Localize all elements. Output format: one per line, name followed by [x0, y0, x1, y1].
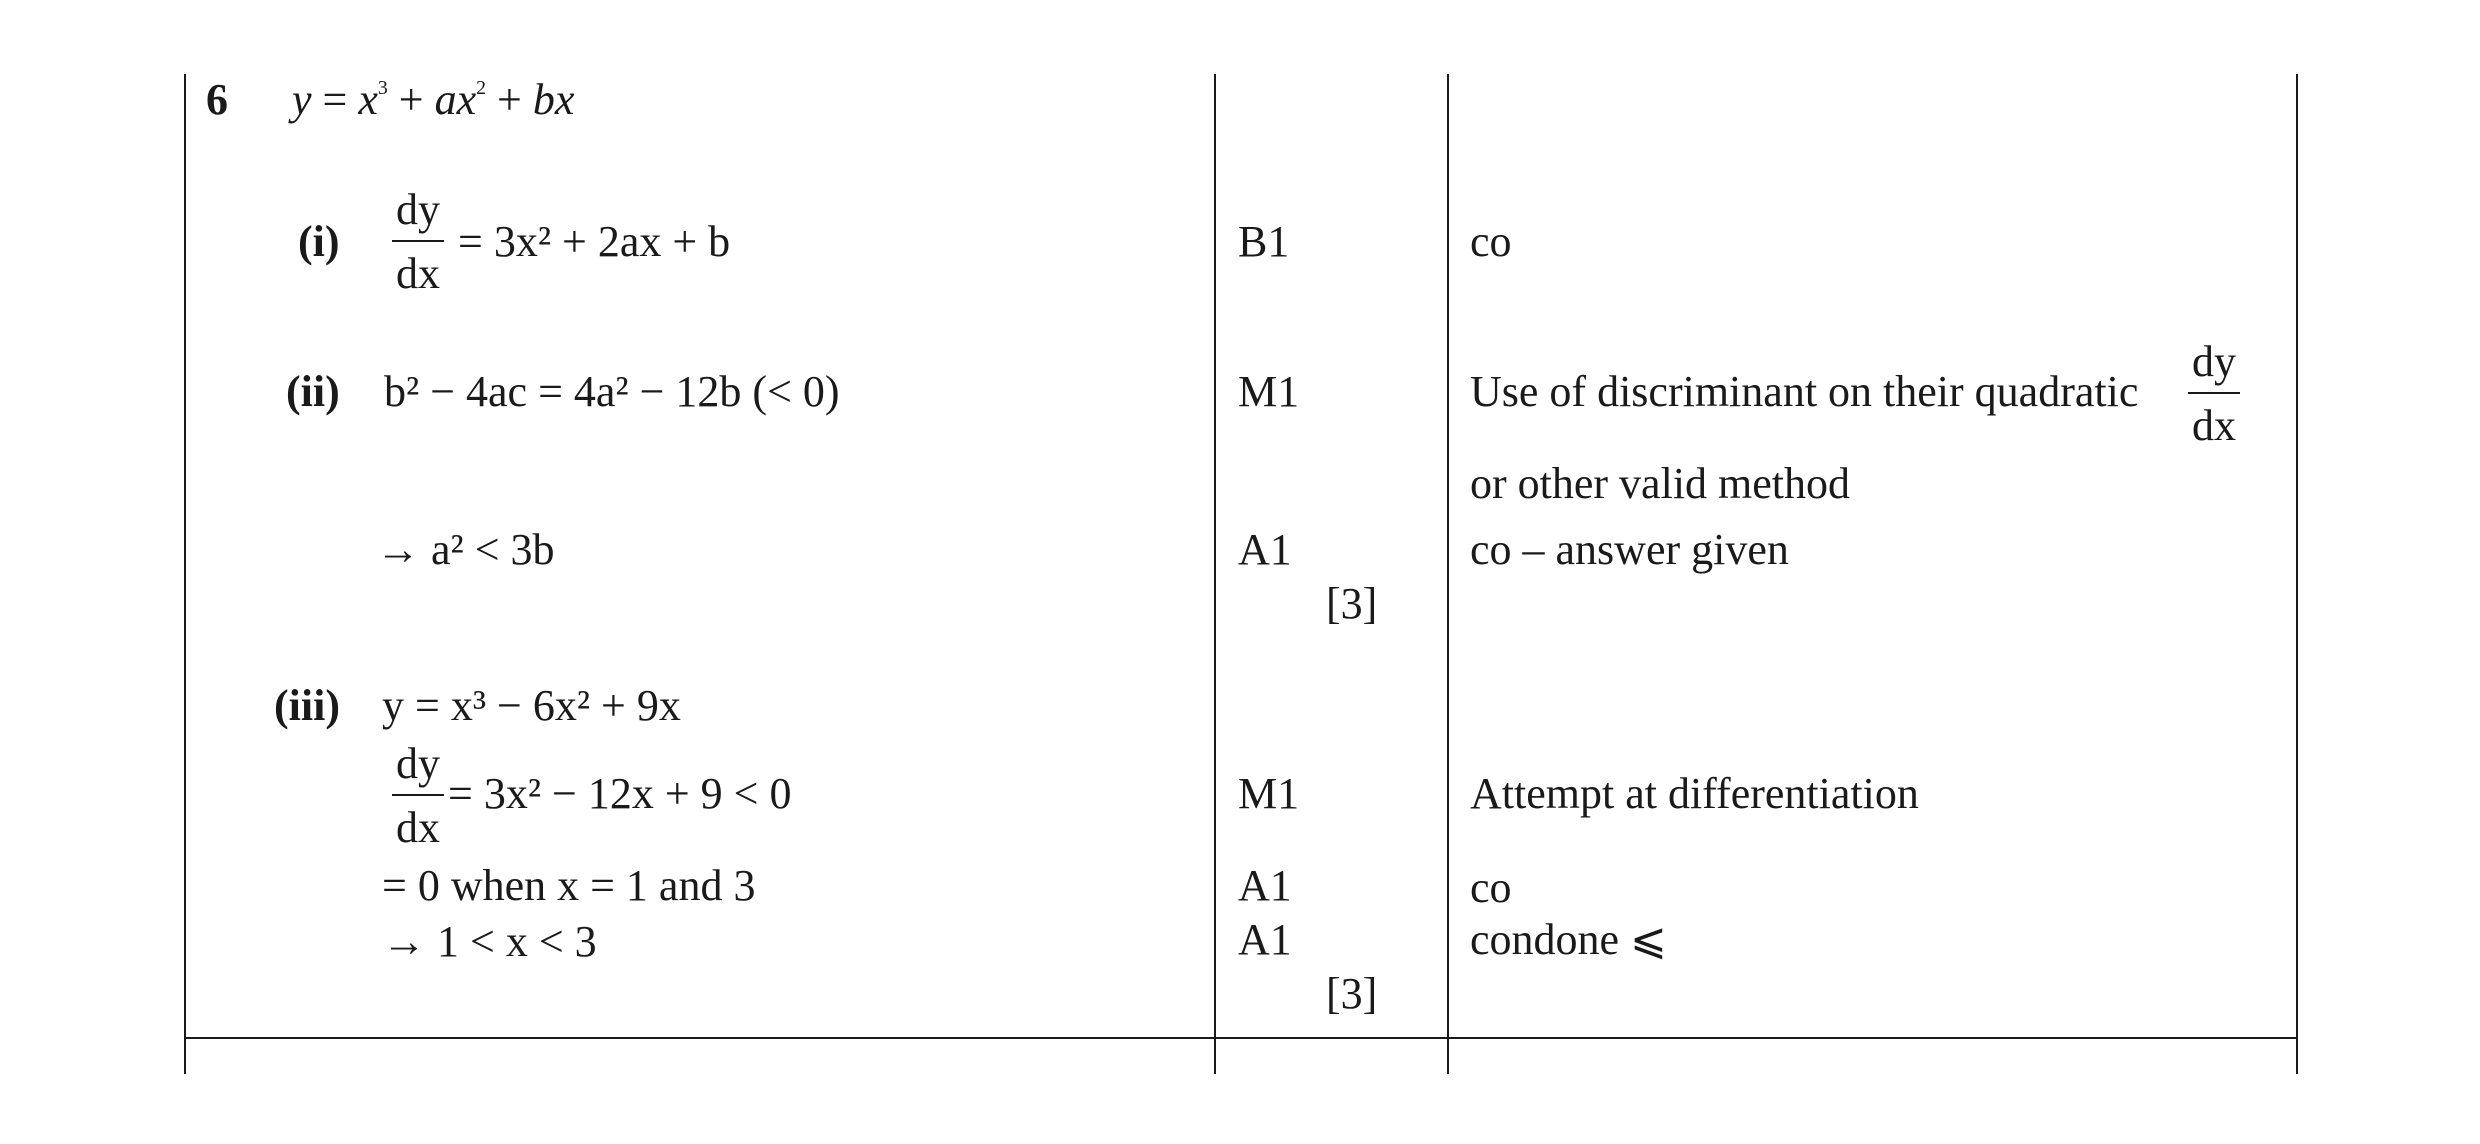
- part-ii-mark-m1: M1: [1238, 367, 1300, 416]
- part-ii-comment-3: co – answer given: [1470, 525, 1789, 574]
- part-ii-comment-2: or other valid method: [1470, 459, 1851, 508]
- part-ii-line2: → a² < 3b: [376, 525, 555, 574]
- part-iii-total: [3]: [1326, 969, 1378, 1018]
- part-iii-mark-a1-second: A1: [1238, 915, 1292, 964]
- part-iii-label: (iii): [274, 681, 340, 730]
- table-divider-comments: [1447, 74, 1449, 1074]
- part-iii-comment-1: Attempt at differentiation: [1470, 769, 1919, 818]
- part-i-comment: co: [1470, 217, 1512, 266]
- part-iii-line3: = 0 when x = 1 and 3: [382, 861, 756, 910]
- table-right-border: [2296, 74, 2298, 1074]
- part-iii-comment-2: co: [1470, 863, 1512, 912]
- part-ii-label: (ii): [286, 367, 340, 416]
- part-iii-line4: → 1 < x < 3: [382, 917, 597, 966]
- part-ii-comment-derivative-num: dy: [2192, 337, 2236, 386]
- part-iii-mark-a1-first: A1: [1238, 861, 1292, 910]
- part-iii-rhs: = 3x² − 12x + 9 < 0: [448, 769, 792, 818]
- part-ii-mark-a1: A1: [1238, 525, 1292, 574]
- question-number: 6: [206, 75, 228, 124]
- part-ii-line1: b² − 4ac = 4a² − 12b (< 0): [384, 367, 840, 416]
- part-i-label: (i): [298, 217, 340, 266]
- part-iii-comment-3: condone ⩽: [1470, 915, 1667, 964]
- part-i-derivative-num: dy: [396, 185, 440, 234]
- table-bottom-rule: [184, 1037, 2298, 1039]
- part-ii-comment-derivative: [2188, 337, 2240, 450]
- part-iii-mark-m1: M1: [1238, 769, 1300, 818]
- question-equation: $y = x^3 + ax^2$ + bx: [292, 75, 575, 124]
- part-i-derivative: [392, 185, 444, 298]
- part-ii-comment-1: Use of discriminant on their quadratic: [1470, 367, 2139, 416]
- part-ii-comment-derivative-den: dx: [2192, 401, 2236, 450]
- table-divider-marks: [1214, 74, 1216, 1074]
- part-i-rhs: = 3x² + 2ax + b: [458, 217, 731, 266]
- part-iii-derivative-den: dx: [396, 803, 440, 852]
- part-ii-total: [3]: [1326, 579, 1378, 628]
- part-iii-derivative: [392, 739, 444, 852]
- table-left-border: [184, 74, 186, 1074]
- part-i-mark: B1: [1238, 217, 1290, 266]
- part-iii-derivative-num: dy: [396, 739, 440, 788]
- part-iii-line1: y = x³ − 6x² + 9x: [382, 681, 681, 730]
- part-i-derivative-den: dx: [396, 249, 440, 298]
